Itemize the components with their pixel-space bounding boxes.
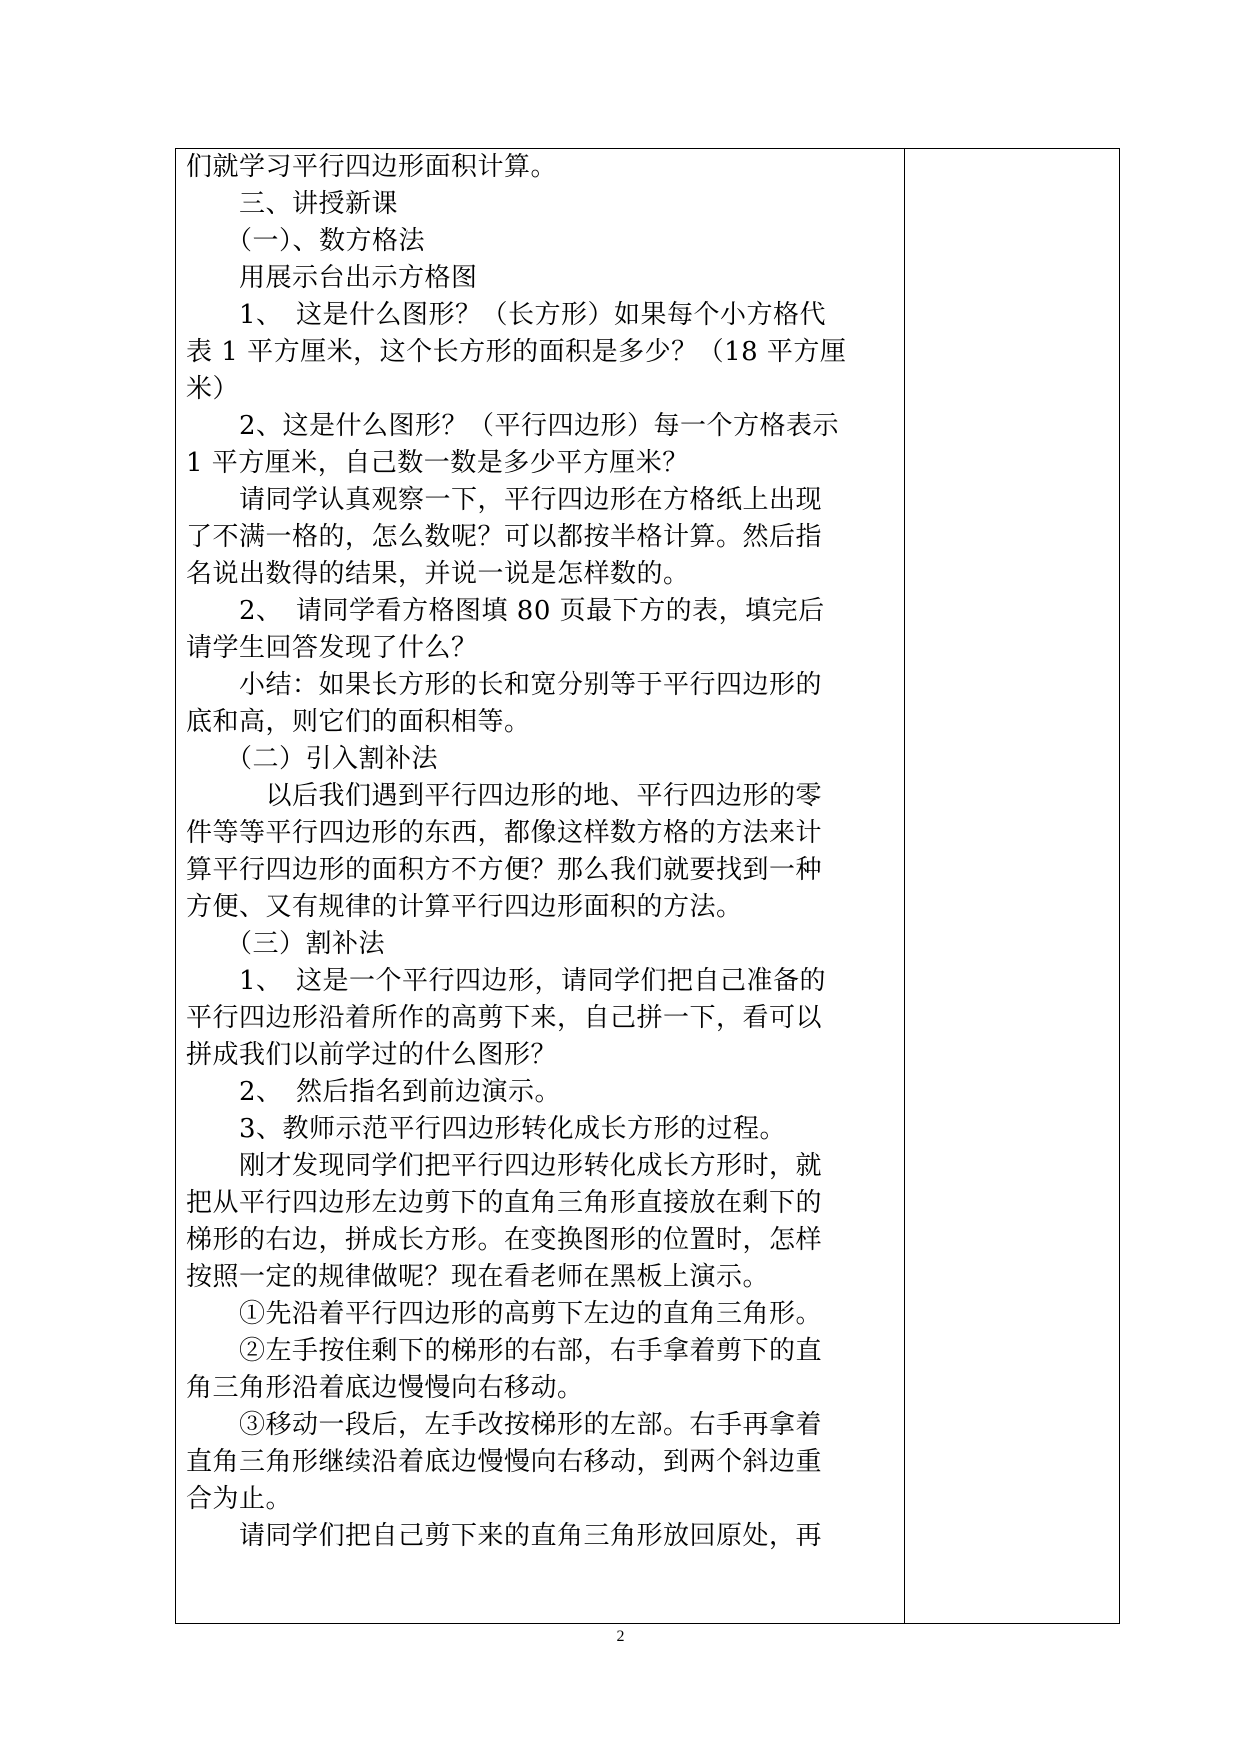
lesson-line: 2、 请同学看方格图填 80 页最下方的表，填完后: [186, 596, 825, 626]
lesson-line: 了不满一格的，怎么数呢？可以都按半格计算。然后指: [186, 522, 823, 552]
lesson-table: [175, 148, 1120, 1624]
lesson-line: 拼成我们以前学过的什么图形？: [186, 1040, 558, 1070]
lesson-line: 1 平方厘米，自己数一数是多少平方厘米？: [186, 448, 689, 478]
page-number: 2: [616, 1628, 625, 1645]
lesson-line: 表 1 平方厘米，这个长方形的面积是多少？（18 平方厘: [186, 337, 847, 367]
lesson-line: 1、 这是什么图形？（长方形）如果每个小方格代: [186, 300, 827, 330]
lesson-line: 请同学认真观察一下，平行四边形在方格纸上出现: [186, 485, 823, 515]
lesson-line: ①先沿着平行四边形的高剪下左边的直角三角形。: [186, 1299, 823, 1329]
lesson-line: 名说出数得的结果，并说一说是怎样数的。: [186, 559, 690, 589]
lesson-line: 2、 然后指名到前边演示。: [186, 1077, 562, 1107]
lesson-line: ③移动一段后，左手改按梯形的左部。右手再拿着: [186, 1410, 823, 1440]
lesson-line: 算平行四边形的面积方不方便？那么我们就要找到一种: [186, 855, 823, 885]
lesson-line: ②左手按住剩下的梯形的右部，右手拿着剪下的直: [186, 1336, 823, 1366]
lesson-line: 直角三角形继续沿着底边慢慢向右移动，到两个斜边重: [186, 1447, 823, 1477]
lesson-content-cell: [186, 149, 898, 1623]
lesson-line: 小结：如果长方形的长和宽分别等于平行四边形的: [186, 670, 823, 700]
lesson-line: （二）引入割补法: [186, 744, 439, 774]
lesson-line: 按照一定的规律做呢？现在看老师在黑板上演示。: [186, 1262, 770, 1292]
lesson-line: 米）: [186, 374, 240, 404]
lesson-line: 们就学习平行四边形面积计算。: [186, 152, 558, 182]
lesson-line: （一）、数方格法: [186, 226, 426, 256]
column-divider: [904, 149, 905, 1623]
lesson-line: 以后我们遇到平行四边形的地、平行四边形的零: [186, 781, 823, 811]
lesson-line: 2、这是什么图形？（平行四边形）每一个方格表示: [186, 411, 840, 441]
lesson-line: 角三角形沿着底边慢慢向右移动。: [186, 1373, 584, 1403]
lesson-line: 请学生回答发现了什么？: [186, 633, 478, 663]
lesson-line: 三、讲授新课: [186, 189, 399, 219]
lesson-line: 请同学们把自己剪下来的直角三角形放回原处，再: [186, 1521, 823, 1551]
lesson-line: 用展示台出示方格图: [186, 263, 478, 293]
lesson-line: 件等等平行四边形的东西，都像这样数方格的方法来计: [186, 818, 823, 848]
lesson-line: 1、 这是一个平行四边形，请同学们把自己准备的: [186, 966, 827, 996]
lesson-line: 合为止。: [186, 1484, 293, 1514]
lesson-line: 3、教师示范平行四边形转化成长方形的过程。: [186, 1114, 787, 1144]
lesson-line: 平行四边形沿着所作的高剪下来，自己拼一下，看可以: [186, 1003, 823, 1033]
lesson-line: 方便、又有规律的计算平行四边形面积的方法。: [186, 892, 743, 922]
lesson-line: 刚才发现同学们把平行四边形转化成长方形时，就: [186, 1151, 823, 1181]
lesson-line: 梯形的右边，拼成长方形。在变换图形的位置时，怎样: [186, 1225, 823, 1255]
lesson-line: 底和高，则它们的面积相等。: [186, 707, 531, 737]
lesson-line: 把从平行四边形左边剪下的直角三角形直接放在剩下的: [186, 1188, 823, 1218]
lesson-line: （三）割补法: [186, 929, 386, 959]
